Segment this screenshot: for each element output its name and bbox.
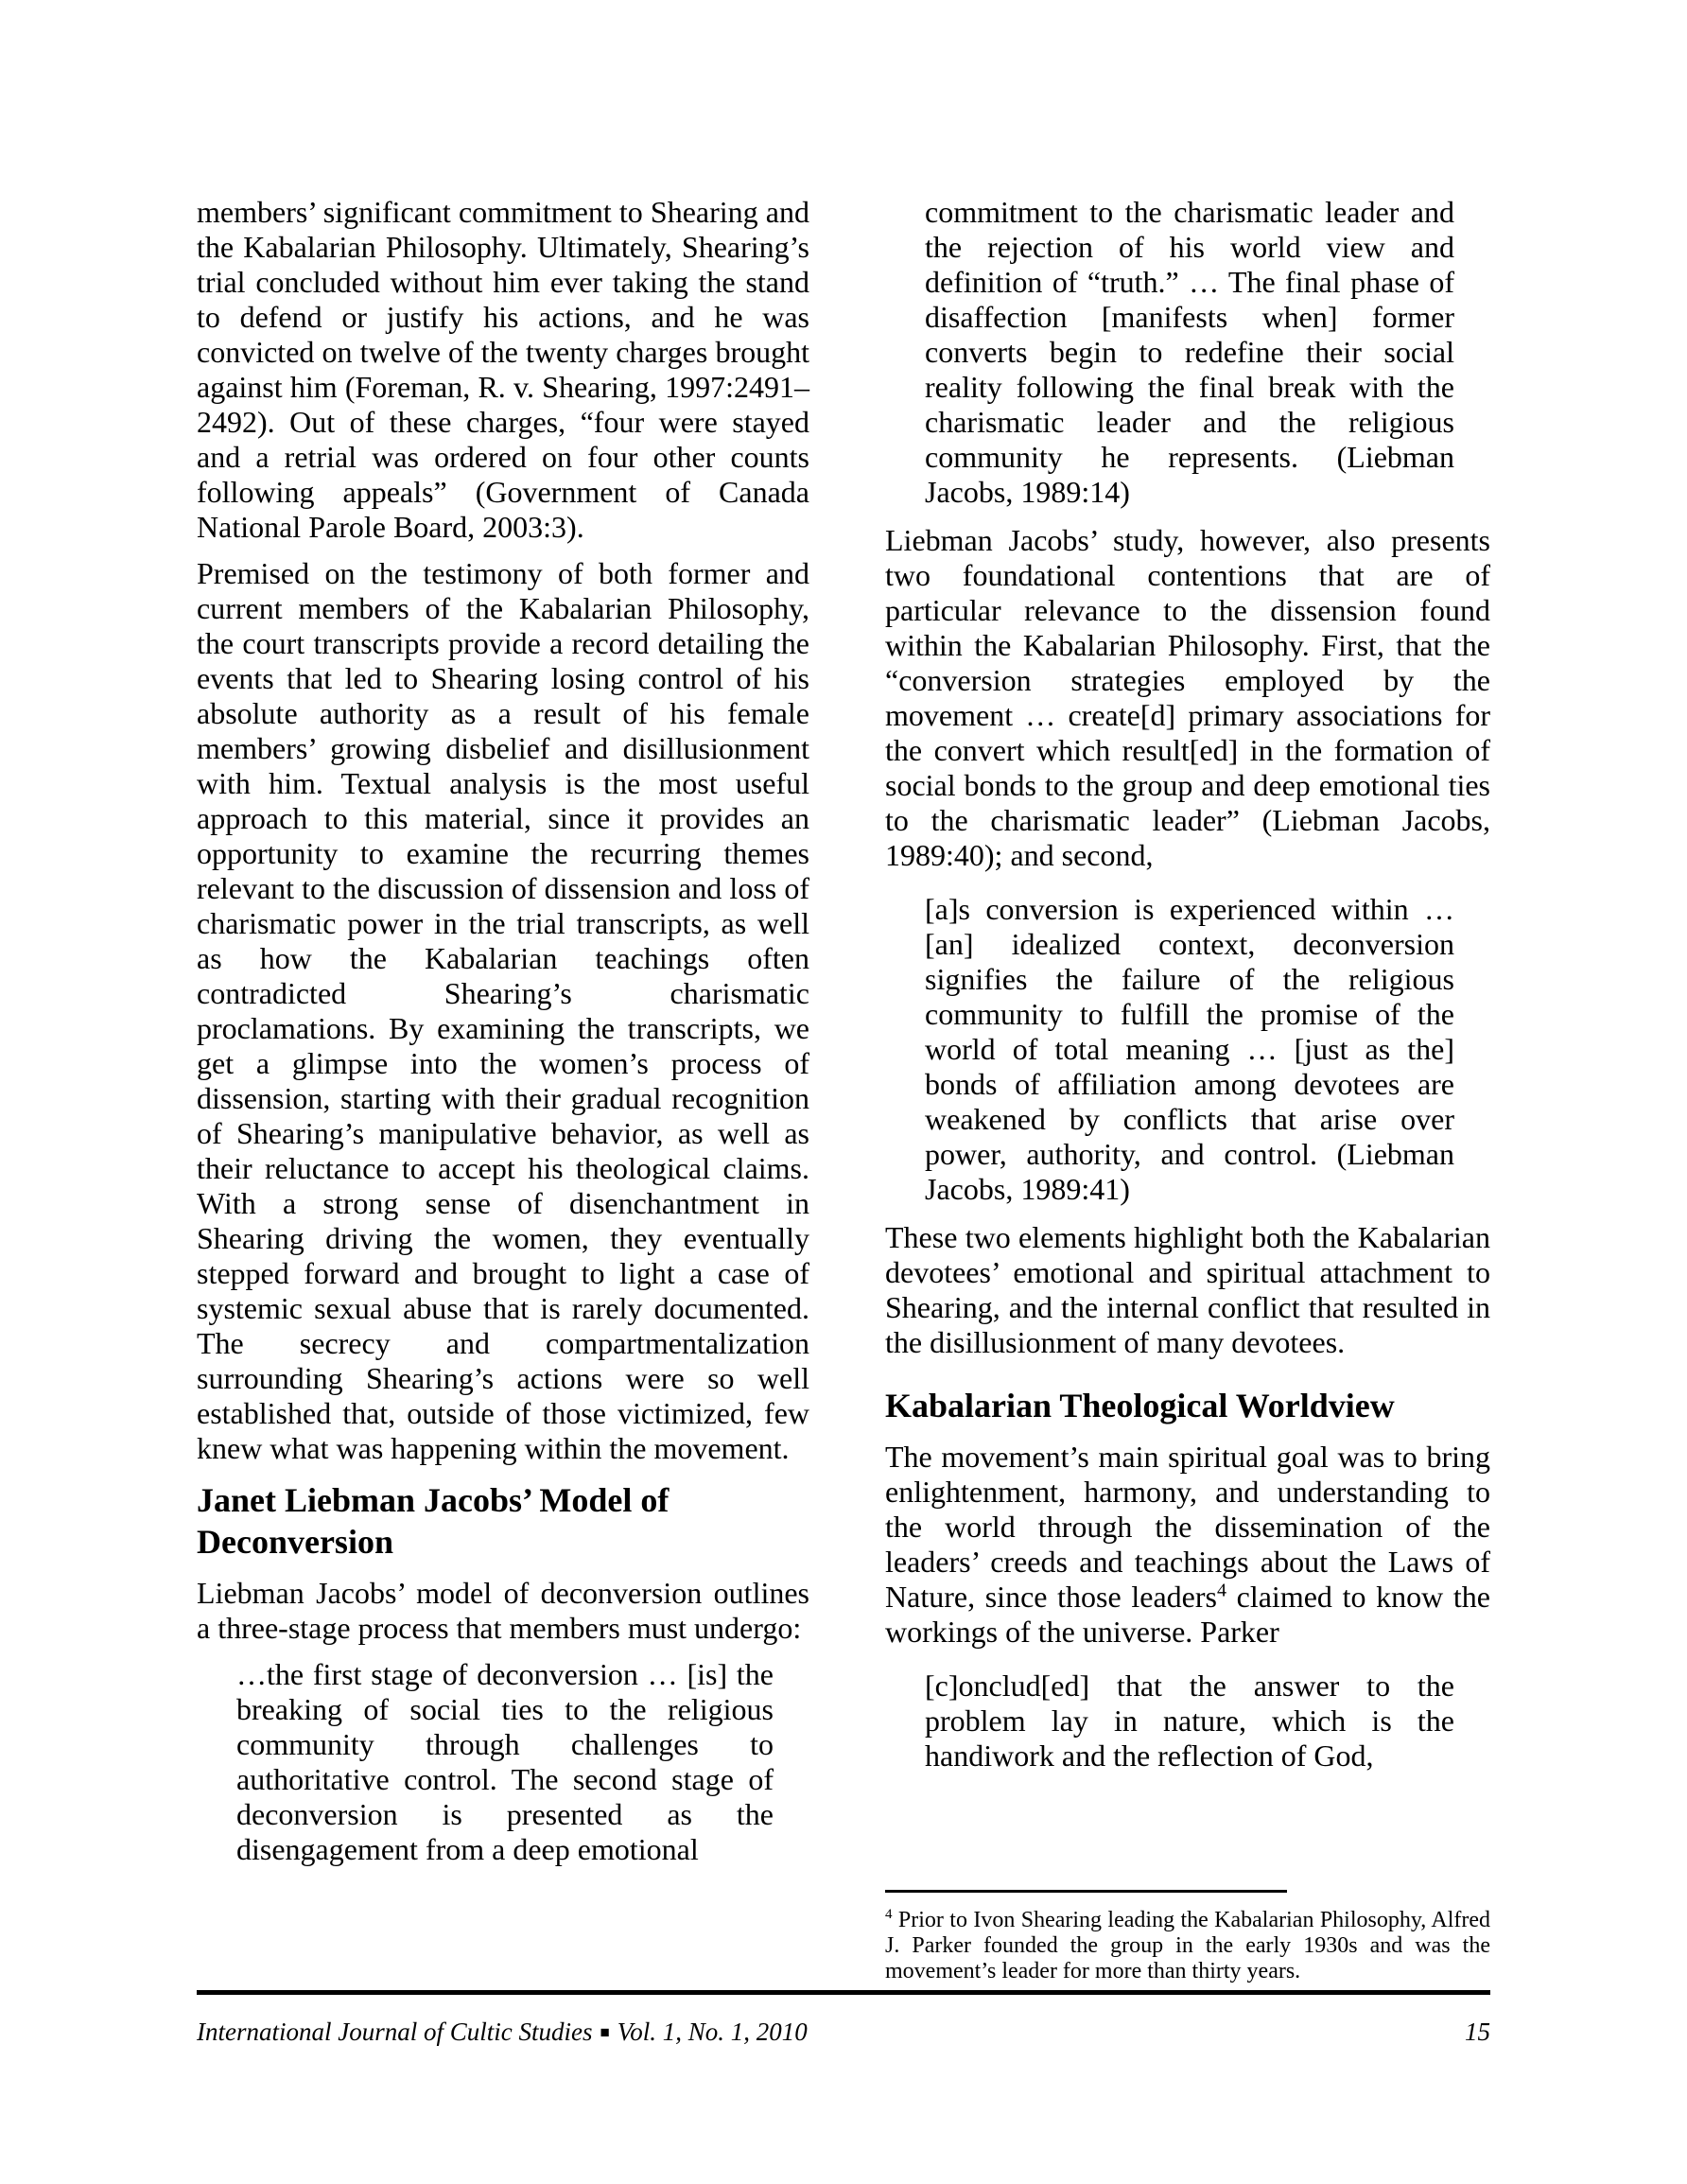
footer-rule	[197, 1990, 1490, 1995]
journal-issue: Vol. 1, No. 1, 2010	[617, 2018, 808, 2046]
paragraph-two-elements: These two elements highlight both the Kabalarian devotees’ emotional and spiritual attachment to Shearing, and the internal conflict that resulted in the disillusionment of many devotees.	[885, 1220, 1490, 1359]
paragraph-two-contentions: Liebman Jacobs’ study, however, also presents two foundational contentions that are of particular relevance to the dissension found within the Kabalarian Philosophy. First, that the “conversion strategies employed by the movement … create[d] primary associations for the convert which result[ed] in the formation of social bonds to the group and deep emotional ties to the charismatic leader” (Liebman Jacobs, 1989:40); and second,	[885, 523, 1490, 872]
right-column	[885, 195, 1490, 1984]
left-column	[197, 195, 809, 1984]
section-heading-deconversion-model: Janet Liebman Jacobs’ Model of Deconversion	[197, 1481, 670, 1561]
block-quote-first-stage: …the first stage of deconversion … [is] the breaking of social ties to the religious community through challenges to authoritative control. The second stage of deconversion is presented as the disengagement from a deep emotional	[236, 1657, 774, 1866]
footnote-4	[885, 1908, 1490, 1984]
block-quote-commitment-continuation: commitment to the charismatic leader and the rejection of his world view and definition of “truth.” … The final phase of disaffection [manifests when] former converts begin to redefine their social reality following the final break with the charismatic leader and the religious community he represents. (Liebman Jacobs, 1989:14)	[925, 195, 1454, 509]
footnote-separator-rule	[885, 1890, 1287, 1893]
block-quote-deconversion-failure: [a]s conversion is experienced within … [an] idealized context, deconversion signifies the failure of the religious community to fulfill the promise of the world of total meaning … [just as the] bonds of affiliation among devotees are weakened by conflicts that arise over power, authority, and control. (Liebman Jacobs, 1989:41)	[925, 892, 1454, 1206]
paragraph-spiritual-goal-text-after: claimed to know the workings of the universe. Parker	[885, 1580, 1491, 1649]
footnote-4-text: Prior to Ivon Shearing leading the Kabalarian Philosophy, Alfred J. Parker founded the group in the early 1930s and was the movement’s leader for more than thirty years.	[885, 1908, 1490, 1983]
footer-journal-info	[197, 2018, 808, 2047]
footnote-area	[885, 1890, 1490, 1984]
section-heading-theological-worldview: Kabalarian Theological Worldview	[885, 1387, 1395, 1424]
paragraph-spiritual-goal	[885, 1440, 1490, 1650]
paragraph-spiritual-goal-text: The movement’s main spiritual goal was to bring enlightenment, harmony, and understanding to the world through the dissemination of the leaders’ creeds and teachings about the Laws of Nature, since those leaders	[885, 1440, 1490, 1614]
page-number: 15	[1465, 2018, 1490, 2046]
square-bullet-icon: ■	[600, 2023, 610, 2041]
text-columns	[197, 195, 1490, 1984]
paragraph-trial-conclusion: members’ significant commitment to Shearing and the Kabalarian Philosophy. Ultimately, Shearing’s trial concluded without him ever taking the stand to defend or justify his actions, and he was convicted on twelve of the twenty charges brought against him (Foreman, R. v. Shearing, 1997:2491–2492). Out of these charges, “four were stayed and a retrial was ordered on four other counts following appeals” (Government of Canada National Parole Board, 2003:3).	[197, 195, 809, 544]
paragraph-court-transcripts: Premised on the testimony of both former and current members of the Kabalarian Philosophy, the court transcripts provide a record detailing the events that led to Shearing losing control of his absolute authority as a result of his female members’ growing disbelief and disillusionment with him. Textual analysis is the most useful approach to this material, since it provides an opportunity to examine the recurring themes relevant to the discussion of dissension and loss of charismatic power in the trial transcripts, as well as how the Kabalarian teachings often contradicted Shearing’s charismatic proclamations. By examining the transcripts, we get a glimpse into the women’s process of dissension, starting with their gradual recognition of Shearing’s manipulative behavior, as well as their reluctance to accept his theological claims. With a strong sense of disenchantment in Shearing driving the women, they eventually stepped forward and brought to light a case of systemic sexual abuse that is rarely documented. The secrecy and compartmentalization surrounding Shearing’s actions were so well established that, outside of those victimized, few knew what was happening within the movement.	[197, 556, 809, 1465]
block-quote-answer-in-nature: [c]onclud[ed] that the answer to the problem lay in nature, which is the handiwork and the reflection of God,	[925, 1669, 1454, 1773]
footnote-reference-4: 4	[1216, 1580, 1226, 1601]
paragraph-three-stage-process: Liebman Jacobs’ model of deconversion outlines a three-stage process that members must undergo:	[197, 1576, 809, 1645]
journal-title: International Journal of Cultic Studies	[197, 2018, 593, 2046]
footnote-4-marker: 4	[885, 1907, 893, 1922]
page-footer	[197, 2018, 1490, 2047]
